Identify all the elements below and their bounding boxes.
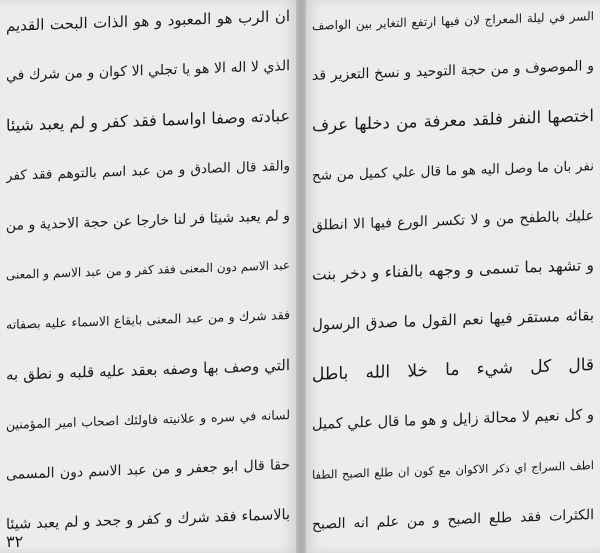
manuscript-line: التي وصف بها وصفه بعقد عليه قلبه و نطق به [6, 356, 290, 385]
manuscript-line: بقائه مستقر فيها نعم القول ما صدق الرسول [312, 306, 594, 335]
manuscript-line: بالاسماء فقد شرك و كفر و جحد و لم يعبد شيئا [6, 506, 290, 533]
left-page-text [6, 6, 290, 535]
page-number: ٣٢ [6, 532, 24, 551]
right-page-text [312, 6, 594, 535]
left-page [0, 0, 296, 553]
manuscript-line: نفر بان ما وصل اليه هو ما قال علي كميل من شح [312, 157, 594, 184]
manuscript-line: ان الرب هو المعبود و هو الذات البحت القديم [6, 7, 290, 35]
manuscript-line: لسانه في سره و علانيته فاولئك اصحاب امير المؤمنين [6, 407, 290, 433]
manuscript-line: اطف السراج اي ذكر الاكوان مع كون ان طلع الصبح الطفا [312, 458, 594, 482]
right-page [306, 0, 600, 553]
manuscript-line: اختصها النفر فلقد معرفة من دخلها عرف [312, 105, 594, 135]
manuscript-line: فقد شرك و من عبد المعنى بايقاع الاسماء عليه بصفاته [6, 307, 290, 333]
manuscript-line: حقا قال ابو جعفر و من عبد الاسم دون المسمى [6, 457, 290, 483]
manuscript-line: الكثرات فقد طلع الصبح و من علم انه الصبح [312, 506, 594, 533]
manuscript-line: السر في ليلة المعراج لان فيها ارتفع التغاير بين الواصف [312, 9, 594, 33]
manuscript-line: و كل نعيم لا محالة زايل و هو ما قال علي كميل [312, 407, 594, 434]
manuscript-line: قال كل شيء ما خلا الله باطل [312, 355, 594, 386]
manuscript-line: الذي لا اله الا هو يا تجلي الا كوان و من شرك في [6, 57, 290, 84]
manuscript-line: و لم يعبد شيئا فر لنا خارجا عن حجة الاحدية و من [6, 207, 290, 234]
manuscript-line: عبادته وصفا اواسما فقد كفر و لم يعبد شيئا [6, 105, 290, 135]
manuscript-line: عليك بالطفح من و لا تكسر الورع فيها الا انطلق [312, 207, 594, 234]
manuscript-line: والقد قال الصادق و من عبد اسم بالتوهم فقد كفر [6, 157, 290, 184]
manuscript-line: عبد الاسم دون المعنى فقد كفر و من عبد الاسم و المعنى [6, 258, 290, 283]
manuscript-line: و الموصوف و من حجة التوحيد و نسخ التعزير قد [312, 57, 594, 84]
manuscript-line: و تشهد بما تسمى و وجهه بالفناء و دخر بنت [312, 256, 594, 285]
book-gutter [296, 0, 306, 553]
